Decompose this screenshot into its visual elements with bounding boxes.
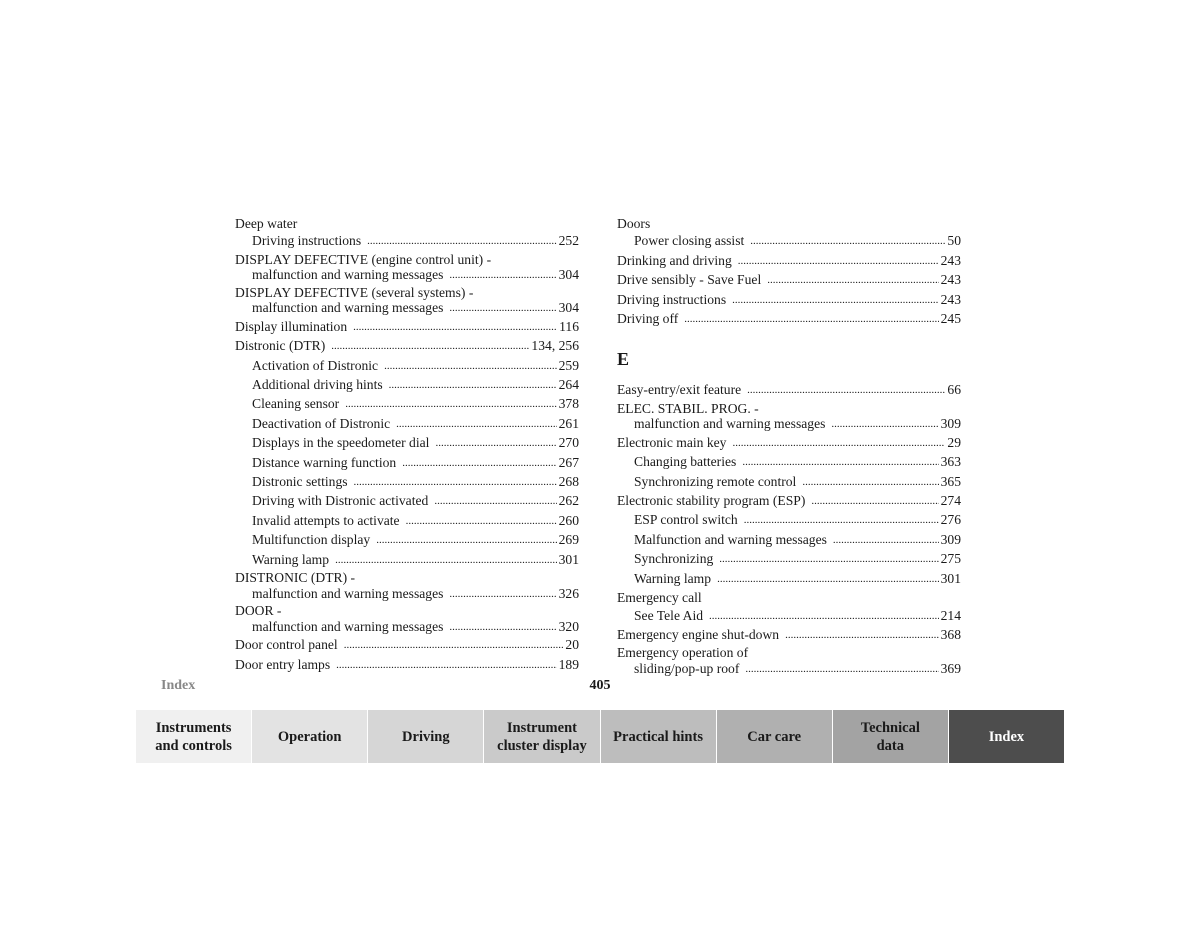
index-entry-text: malfunction and warning messages xyxy=(252,585,444,601)
index-page-reference: 275 xyxy=(940,551,961,567)
index-entry-text: malfunction and warning messages xyxy=(252,267,444,283)
dot-leader xyxy=(744,510,939,529)
index-entry-text: Activation of Distronic xyxy=(252,357,379,373)
dot-leader xyxy=(396,414,556,433)
dot-leader xyxy=(738,251,939,270)
index-entry xyxy=(235,395,579,414)
dot-leader xyxy=(684,309,938,328)
index-entry xyxy=(235,415,579,434)
index-page-reference: 243 xyxy=(940,291,961,307)
index-entry xyxy=(235,300,579,318)
dot-leader xyxy=(344,635,564,654)
index-entry xyxy=(235,454,579,473)
index-page-reference: 378 xyxy=(558,396,579,412)
index-entry xyxy=(617,531,961,550)
index-entry xyxy=(235,512,579,531)
index-entry xyxy=(235,357,579,376)
dot-leader xyxy=(449,299,556,317)
tab-instrument-cluster-display[interactable]: Instrument cluster display xyxy=(484,710,600,763)
index-entry-text: See Tele Aid xyxy=(634,607,704,623)
index-page-reference: 365 xyxy=(940,473,961,489)
index-entry xyxy=(617,232,961,251)
index-entry-text: Malfunction and warning messages xyxy=(634,531,827,547)
index-column-left xyxy=(235,215,579,675)
index-entry-text: malfunction and warning messages xyxy=(634,416,826,432)
index-entry xyxy=(235,636,579,655)
dot-leader xyxy=(335,550,557,569)
dot-leader xyxy=(384,356,557,375)
index-entry-text: Deactivation of Distronic xyxy=(252,415,391,431)
index-page-reference: 29 xyxy=(947,434,961,450)
index-page-reference: 262 xyxy=(558,493,579,509)
index-page-reference: 363 xyxy=(940,454,961,470)
dot-leader xyxy=(732,290,938,309)
index-page-reference: 261 xyxy=(558,415,579,431)
dot-leader xyxy=(354,472,557,491)
dot-leader xyxy=(406,511,557,530)
dot-leader xyxy=(717,569,939,588)
chapter-tab-bar xyxy=(136,710,1065,763)
tab-operation[interactable]: Operation xyxy=(252,710,368,763)
index-group-e xyxy=(617,381,961,678)
index-entry-text: Drive sensibly - Save Fuel xyxy=(617,272,762,288)
index-page-reference: 243 xyxy=(940,272,961,288)
index-page-reference: 264 xyxy=(558,377,579,393)
dot-leader xyxy=(345,394,556,413)
index-entry-text: Driving instructions xyxy=(617,291,727,307)
index-page-reference: 50 xyxy=(947,233,961,249)
index-entry-text: DISPLAY DEFECTIVE (several systems) - xyxy=(235,284,474,300)
tab-car-care[interactable]: Car care xyxy=(717,710,833,763)
index-page-reference: 269 xyxy=(558,532,579,548)
footer-section-label: Index xyxy=(161,678,196,693)
index-entry-text: Door control panel xyxy=(235,637,338,653)
index-page-reference: 134, 256 xyxy=(531,338,579,354)
dot-leader xyxy=(747,380,945,399)
index-entry xyxy=(617,645,961,661)
index-entry-text: Driving instructions xyxy=(252,233,362,249)
index-entry-text: Distronic (DTR) xyxy=(235,338,326,354)
index-entry xyxy=(617,215,961,232)
index-entry-text: Cleaning sensor xyxy=(252,396,340,412)
tab-practical-hints[interactable]: Practical hints xyxy=(601,710,717,763)
index-page-reference: 301 xyxy=(558,551,579,567)
index-entry-text: Display illumination xyxy=(235,318,348,334)
index-entry xyxy=(235,215,579,232)
dot-leader xyxy=(331,336,529,355)
dot-leader xyxy=(449,618,556,636)
index-entry-text: malfunction and warning messages xyxy=(252,300,444,316)
index-entry xyxy=(235,318,579,337)
index-entry-text: malfunction and warning messages xyxy=(252,618,444,634)
dot-leader xyxy=(802,472,938,491)
index-page-reference: 270 xyxy=(558,435,579,451)
index-page-reference: 301 xyxy=(940,570,961,586)
index-entry xyxy=(235,434,579,453)
index-page-reference: 66 xyxy=(947,382,961,398)
index-page-reference: 309 xyxy=(940,416,961,432)
index-page-reference: 243 xyxy=(940,252,961,268)
index-entry-text: Synchronizing remote control xyxy=(634,473,797,489)
index-group-doors-driving xyxy=(617,215,961,329)
index-entry-text: Warning lamp xyxy=(634,570,712,586)
index-entry-text: Distance warning function xyxy=(252,454,397,470)
index-entry-text: Warning lamp xyxy=(252,551,330,567)
index-entry xyxy=(617,589,961,606)
index-page-reference: 189 xyxy=(558,656,579,672)
index-entry-text: ESP control switch xyxy=(634,512,738,528)
dot-leader xyxy=(435,433,556,452)
dot-leader xyxy=(785,625,939,644)
index-entry xyxy=(617,550,961,569)
index-entry-text: Multifunction display xyxy=(252,532,371,548)
dot-leader xyxy=(367,231,556,250)
index-entry-text: Invalid attempts to activate xyxy=(252,512,400,528)
dot-leader xyxy=(449,585,556,603)
index-entry xyxy=(235,656,579,675)
index-entry xyxy=(617,271,961,290)
index-entry-text: Electronic stability program (ESP) xyxy=(617,493,806,509)
index-entry-text: Emergency engine shut-down xyxy=(617,626,780,642)
index-entry xyxy=(235,603,579,619)
dot-leader xyxy=(831,415,938,433)
dot-leader xyxy=(336,655,556,674)
dot-leader xyxy=(353,317,557,336)
index-entry xyxy=(617,492,961,511)
index-entry xyxy=(235,619,579,637)
index-entry-text: Drinking and driving xyxy=(617,252,732,268)
index-entry-text: Emergency call xyxy=(617,590,702,606)
index-entry xyxy=(617,453,961,472)
index-page-reference: 304 xyxy=(558,267,579,283)
index-entry xyxy=(235,551,579,570)
index-entry xyxy=(617,570,961,589)
index-entry xyxy=(235,285,579,301)
index-entry-text: DOOR - xyxy=(235,603,282,619)
index-page-reference: 260 xyxy=(558,512,579,528)
index-entry xyxy=(617,416,961,434)
index-entry xyxy=(235,267,579,285)
index-entry xyxy=(617,511,961,530)
index-entry xyxy=(235,232,579,251)
index-entry-text: Emergency operation of xyxy=(617,645,749,661)
dot-leader xyxy=(449,266,556,284)
index-entry xyxy=(617,381,961,400)
index-entry-text: ELEC. STABIL. PROG. - xyxy=(617,400,759,416)
index-entry-text: Driving off xyxy=(617,311,679,327)
dot-leader xyxy=(376,530,556,549)
index-entry xyxy=(617,607,961,626)
dot-leader xyxy=(434,491,556,510)
index-entry-text: Easy-entry/exit feature xyxy=(617,382,742,398)
index-page-reference: 214 xyxy=(940,607,961,623)
page-number: 405 xyxy=(589,678,611,693)
index-page-reference: 259 xyxy=(558,357,579,373)
section-letter-heading: E xyxy=(617,349,630,370)
dot-leader xyxy=(389,375,557,394)
dot-leader xyxy=(732,433,945,452)
tab-technical-data[interactable]: Technical data xyxy=(833,710,949,763)
index-entry-text: Changing batteries xyxy=(634,454,737,470)
index-page-reference: 326 xyxy=(558,585,579,601)
dot-leader xyxy=(402,453,556,472)
index-entry-text: Door entry lamps xyxy=(235,656,331,672)
index-page-reference: 252 xyxy=(558,233,579,249)
index-entry xyxy=(617,291,961,310)
index-entry-text: Deep water xyxy=(235,216,298,231)
index-page-reference: 268 xyxy=(558,474,579,490)
tab-index[interactable]: Index xyxy=(949,710,1065,763)
tab-driving[interactable]: Driving xyxy=(368,710,484,763)
dot-leader xyxy=(833,530,939,549)
tab-instruments-and-controls[interactable]: Instruments and controls xyxy=(136,710,252,763)
index-entry xyxy=(617,252,961,271)
index-entry-text: sliding/pop-up roof xyxy=(634,660,740,676)
index-entry xyxy=(235,531,579,550)
index-entry-text: Electronic main key xyxy=(617,434,727,450)
index-page-reference: 368 xyxy=(940,626,961,642)
index-page-reference: 274 xyxy=(940,493,961,509)
index-entry-text: Synchronizing xyxy=(634,551,714,567)
index-entry xyxy=(617,434,961,453)
index-entry xyxy=(617,661,961,679)
index-page-reference: 116 xyxy=(559,318,579,334)
index-page-reference: 20 xyxy=(565,637,579,653)
index-entry xyxy=(617,401,961,417)
index-page-reference: 245 xyxy=(940,311,961,327)
dot-leader xyxy=(811,491,938,510)
dot-leader xyxy=(719,549,938,568)
index-entry xyxy=(235,570,579,586)
dot-leader xyxy=(750,231,945,250)
index-entry xyxy=(617,626,961,645)
index-page-reference: 304 xyxy=(558,300,579,316)
index-page-reference: 267 xyxy=(558,454,579,470)
dot-leader xyxy=(745,660,938,678)
index-page-reference: 369 xyxy=(940,660,961,676)
index-entry-text: DISTRONIC (DTR) - xyxy=(235,570,356,586)
dot-leader xyxy=(742,452,938,471)
index-entry-text: Power closing assist xyxy=(634,233,745,249)
index-entry xyxy=(235,252,579,268)
index-page-reference: 276 xyxy=(940,512,961,528)
index-entry-text: Doors xyxy=(617,216,651,231)
index-page-reference: 320 xyxy=(558,618,579,634)
index-entry-text: Additional driving hints xyxy=(252,377,383,393)
index-entry-text: Distronic settings xyxy=(252,474,348,490)
index-entry xyxy=(235,376,579,395)
index-entry xyxy=(235,586,579,604)
index-column-right xyxy=(617,215,961,678)
index-page-reference: 309 xyxy=(940,531,961,547)
index-entry xyxy=(235,337,579,356)
index-entry-text: Displays in the speedometer dial xyxy=(252,435,430,451)
index-entry-text: DISPLAY DEFECTIVE (engine control unit) - xyxy=(235,251,492,267)
dot-leader xyxy=(767,270,938,289)
index-entry xyxy=(235,492,579,511)
index-entry xyxy=(617,473,961,492)
dot-leader xyxy=(709,606,939,625)
index-entry-text: Driving with Distronic activated xyxy=(252,493,429,509)
index-entry xyxy=(617,310,961,329)
index-entry xyxy=(235,473,579,492)
